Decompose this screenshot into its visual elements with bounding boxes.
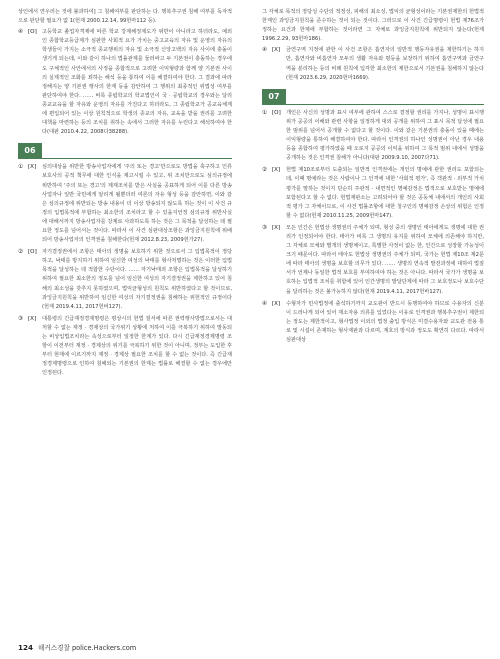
left-intro-text: 상인에서 연우러는 것에 불과하여] 그 침해여부를 판단하는 다. 행복추구권 침해 여부를 독자적으로 판단할 필요가 없 1(헌재 2000.12.14, 99헌마112 등). xyxy=(18,9,232,25)
left-column xyxy=(18,8,232,381)
ox-mark: [X] xyxy=(272,224,281,231)
ox-mark: [X] xyxy=(28,315,37,322)
item-number: ② xyxy=(262,167,268,174)
item-marker xyxy=(18,163,36,172)
item-explanation: 금연구역 지정에 관한 이 사건 조항은 흡연자의 일반적 행동자유권을 제한하기는 하지만, 흡연자와 비흡연자 모두의 생활 자유와 평등을 보장하기 위하여 흡연구역과 금연구역을 분리하는 등의 비례 원칙에 입각한 최소한의 제한으로서 기본권을 침해하지 않는다(헌재 2023.6.29, 2020헌마1669). xyxy=(286,47,484,81)
item-explanation: 대통령의 긴급재정경제명령은 평상시의 헌법 질서에 따른 권력행사방법으로서는 대처할 수 없는 재정 · 경제상의 국가위기 상황에 처하여 이를 극복하기 위하여 발동되는 비상입법조치라는 속성으로부터 일정한 한계가 있다. 다시 긴급재정경제명령 조항이 이전부터 재정 · 경제상의 위기를 극복하기 위한 것이 아니며, 정부는 도입한 후부터 현재에 이르기까지 재정 · 경제상 필요한 조치를 할 수 없는 것이다. 즉 긴급재정경제명령으로 인하여 침해되는 기본권의 한계는 법률로 해결할 수 없는 경우에만 인정된다. xyxy=(42,315,232,377)
item-marker xyxy=(18,315,36,324)
q06-item-3 xyxy=(18,315,232,379)
item-explanation: 자기결정권에서 조항은 태아의 생명을 보호하기 위한 것으로서 그 입법목적이 정당하고, 낙태를 방지하기 위하여 임신한 여성의 낙태를 형사처벌하는 것은 이러한 입법목적을 달성하는 데 적합한 수단이다. …… 자기낙태죄 조항은 입법목적을 달성하기 위하여 필요한 최소한의 정도를 넘어 임신한 여성의 자기결정권을 제한하고 있어 침해의 최소성을 갖추지 못하였으며, 법익균형성의 원칙도 위반하였다고 할 것이므로, 과잉금지원칙을 위반하여 임신한 여성의 자기결정권을 침해하는 위헌적인 규정이다(헌재 2019.4.11, 2017헌바127). xyxy=(42,249,232,310)
ox-mark: [X] xyxy=(28,164,37,171)
item-explanation: 헌법 제10조로부터 도출되는 일반적 인격권에는 개인의 명예에 관한 권리도 포함되는데, 이때 명예라는 것은 사람이나 그 인격에 대한 '사회적 평가', 즉 객관적 · 외부적 가치평가를 말하는 것이지 단순히 주관적 · 내면적인 명예감정은 법적으로 보호받는 명예에 포함된다고 할 수 없다. 헌법재판소는 고려되어야 할 것은 공동체 내에서의 개인의 사회적 평가 그 자체이므로, 이 사건 법률조항에 대한 청구인의 명예감정 손상의 위험은 인정할 수 없다(헌재 2010.11.25, 2009헌마147). xyxy=(286,167,484,219)
left-top-item-4 xyxy=(18,28,232,137)
question-header-rule xyxy=(286,104,484,105)
right-top-item-4 xyxy=(262,46,484,82)
item-explanation: 개인은 사신의 성명과 표시 여부에 관하여 스스로 결정할 권리를 가지나, 성명이 표시행위가 공공의 이해와 관련 사항을 일정하게 대외 공개를 위하여 그 표시 목적 달성에 필요한 범위를 넘어서 공개할 수 없다고 할 것이다. 이와 같은 기본권의 충돌이 있을 때에는 이익형량을 통하여 해결하여야 한다. 따라서 인격권의 하나인 성명권이 아닌 경우 내용 등을 종합하여 평가하였을 때 오로지 공공의 이익을 위하여 그 목적 범위 내에서 성명을 공개하는 것은 인격권 침해가 아니다(대판 2009.9.10, 2007다71). xyxy=(286,109,484,162)
item-marker xyxy=(262,46,280,55)
publisher-brand: 해커스경찰 police.Hackers.com xyxy=(38,644,137,652)
question-header-rule xyxy=(42,158,232,159)
question-06-header xyxy=(18,143,232,159)
item-explanation: 심의대상을 위반한 방송사업자에게 '주의 또는 경고'만으로도 방법을 축구하고 인류보호사의 공적 책무에 대한 인식을 제고시킬 수 있고, 위 조치만으로도 심의규정에 위반하여 '주의 또는 경고'의 제재조치를 받은 사실을 공표하게 되어 이를 다른 방송사업자나 일반 국민에게 알리게 될뿐더러 여론의 자유 형성 등을 감안하면, 이와 같은 심의규정에 위반되는 방송 내용이 더 이상 방송되지 않도록 하는 것이 이 사건 규정의 입법목적에 부합하는 최소한의 조치라고 할 수 있을지언정 심의규정 위반사실에 대해서까지 방송사업자를 강제로 사과하도록 하는 것은 그 목적을 달성하는 데 필요한 정도를 넘어서는 것이다. 따라서 이 사건 심판대상조항은 과잉금지원칙에 위배되어 방송사업자의 인격권을 침해한다(헌재 2012.8.23, 2009헌가27). xyxy=(42,164,232,244)
q06-item-2 xyxy=(18,248,232,312)
q07-item-4 xyxy=(262,300,484,345)
ox-mark: [X] xyxy=(272,167,281,174)
ox-mark: [O] xyxy=(28,249,37,256)
item-number: ③ xyxy=(262,224,268,231)
item-number: ② xyxy=(18,249,24,256)
item-marker xyxy=(262,224,280,233)
item-explanation: 모든 인간은 헌법상 생명권의 주체가 되며, 형성 중의 생명인 태아에게도 생명에 대한 권리가 인정되어야 한다. 태아가 비록 그 생명의 유지를 위하여 모체에 의존해야 하지만, 그 자체로 모체와 별개의 생명체이고, 특별한 사정이 없는 한, 인간으로 성장할 가능성이 크기 때문이다. 따라서 태아도 헌법상 생명권의 주체가 되며, 국가는 헌법 제10조 제2문에 따라 태아의 생명을 보호할 의무가 있다. …… 생명의 연속적 발전과정에 대하여 법질서가 언제나 동일한 법적 보호를 부여하여야 하는 것은 아니다. 따라서 국가가 생명을 보호하는 입법적 조치를 취함에 있어 인간생명의 발달단계에 따라 그 보호정도나 보호수단을 달리하는 것은 불가능하지 않다(헌재 2019.4.11, 2017헌바127). xyxy=(286,224,484,295)
ox-mark: [O] xyxy=(28,29,37,36)
item-marker xyxy=(262,109,281,118)
question-number-badge: 07 xyxy=(262,89,286,105)
ox-mark: [X] xyxy=(272,47,281,54)
page-footer xyxy=(18,643,136,653)
item-number: ① xyxy=(18,164,24,171)
item-marker xyxy=(18,28,37,37)
item-explanation: 수형자가 민사법정에 출석하기까지 교도관이 반드시 동행하여야 하므로 수용자의 신분이 드러나게 되어 있어 재소자용 의류를 입었다는 이유로 인격권과 행복추구권이 제한되는 정도는 제한적이고, 형사법정 이외의 법정 출입 방식은 미결수용자와 교도관 전용 통로 및 시설이 존재하는 형사재판과 다르며, 계호의 방식과 정도도 확연히 다르다. 따라서 심판대상 xyxy=(286,300,484,343)
question-07-header xyxy=(262,89,484,105)
question-number-badge: 06 xyxy=(18,143,42,159)
q07-item-1 xyxy=(262,109,484,164)
item-number: ④ xyxy=(18,29,24,36)
q07-item-2 xyxy=(262,166,484,221)
right-intro-text: 그 자체로 목적의 정당성 수단의 적정성, 피해의 최소성, 법익의 균형성이라는 기본권제한의 헌법적 한계인 과잉금지원칙을 준수하는 것이 되는 것이다. 그러므로 이 사건 긴급명령이 헌법 제76조가 정하는 요건과 한계에 부합하는 것이라면 그 자체로 과잉금지원칙에 위반되지 않는다(헌재 1996.2.29, 93헌마186). xyxy=(262,9,484,43)
q06-item-1 xyxy=(18,163,232,245)
page-number: 124 xyxy=(18,643,34,652)
item-number: ④ xyxy=(262,47,268,54)
item-marker xyxy=(18,248,37,257)
item-marker xyxy=(262,166,280,175)
q07-item-3 xyxy=(262,224,484,297)
item-number: ④ xyxy=(262,300,268,307)
item-explanation: 고등학교 졸업자격제에 따른 학교 강제해정제도가 위반이 아니라고 하더라도, 예외인 종합학교등급제가 심판한 사회적 요가 가치는 중고교육의 자유 및 운영의 자유의 학생들이 가지는 소극적 종교행위의 자유 및 소극적 신앙고백의 자유 사이에 충돌이 생기게 되는데, 이와 같이 하나의 법률관계를 둘러싸고 두 기본권이 충돌하는 경우에도 구체적인 사안에서의 사정을 종합적으로 고려한 이익형량과 함께 양 기본권 사이의 실제적인 조화를 꾀하는 해석 등을 통하여 이를 해결하여야 한다. 그 결과에 따라 정해지는 양 기본권 행사의 한계 등을 감안하여 그 행위의 최종적인 위법성 여부를 판단하여야 한다. …… 비록 종립학교의 학교법인이 국 · 공립학교의 경우와는 달리 종교교육을 할 자유와 운영의 자유를 가진다고 하더라도, 그 종립학교가 공교육체계에 편입되어 있는 이상 원칙적으로 학생의 종교의 자유, 교육을 받을 권리를 고려한 대책을 마련하는 등의 조치를 취하는 속에서 그러한 자유를 누린다고 해석하여야 한다(대판 2010.4.22, 2008다38288). xyxy=(42,29,232,136)
item-number: ③ xyxy=(18,315,24,322)
ox-mark: [O] xyxy=(272,109,281,116)
right-column xyxy=(262,8,484,348)
item-number: ① xyxy=(262,109,268,116)
ox-mark: [X] xyxy=(272,300,281,307)
item-marker xyxy=(262,300,280,309)
